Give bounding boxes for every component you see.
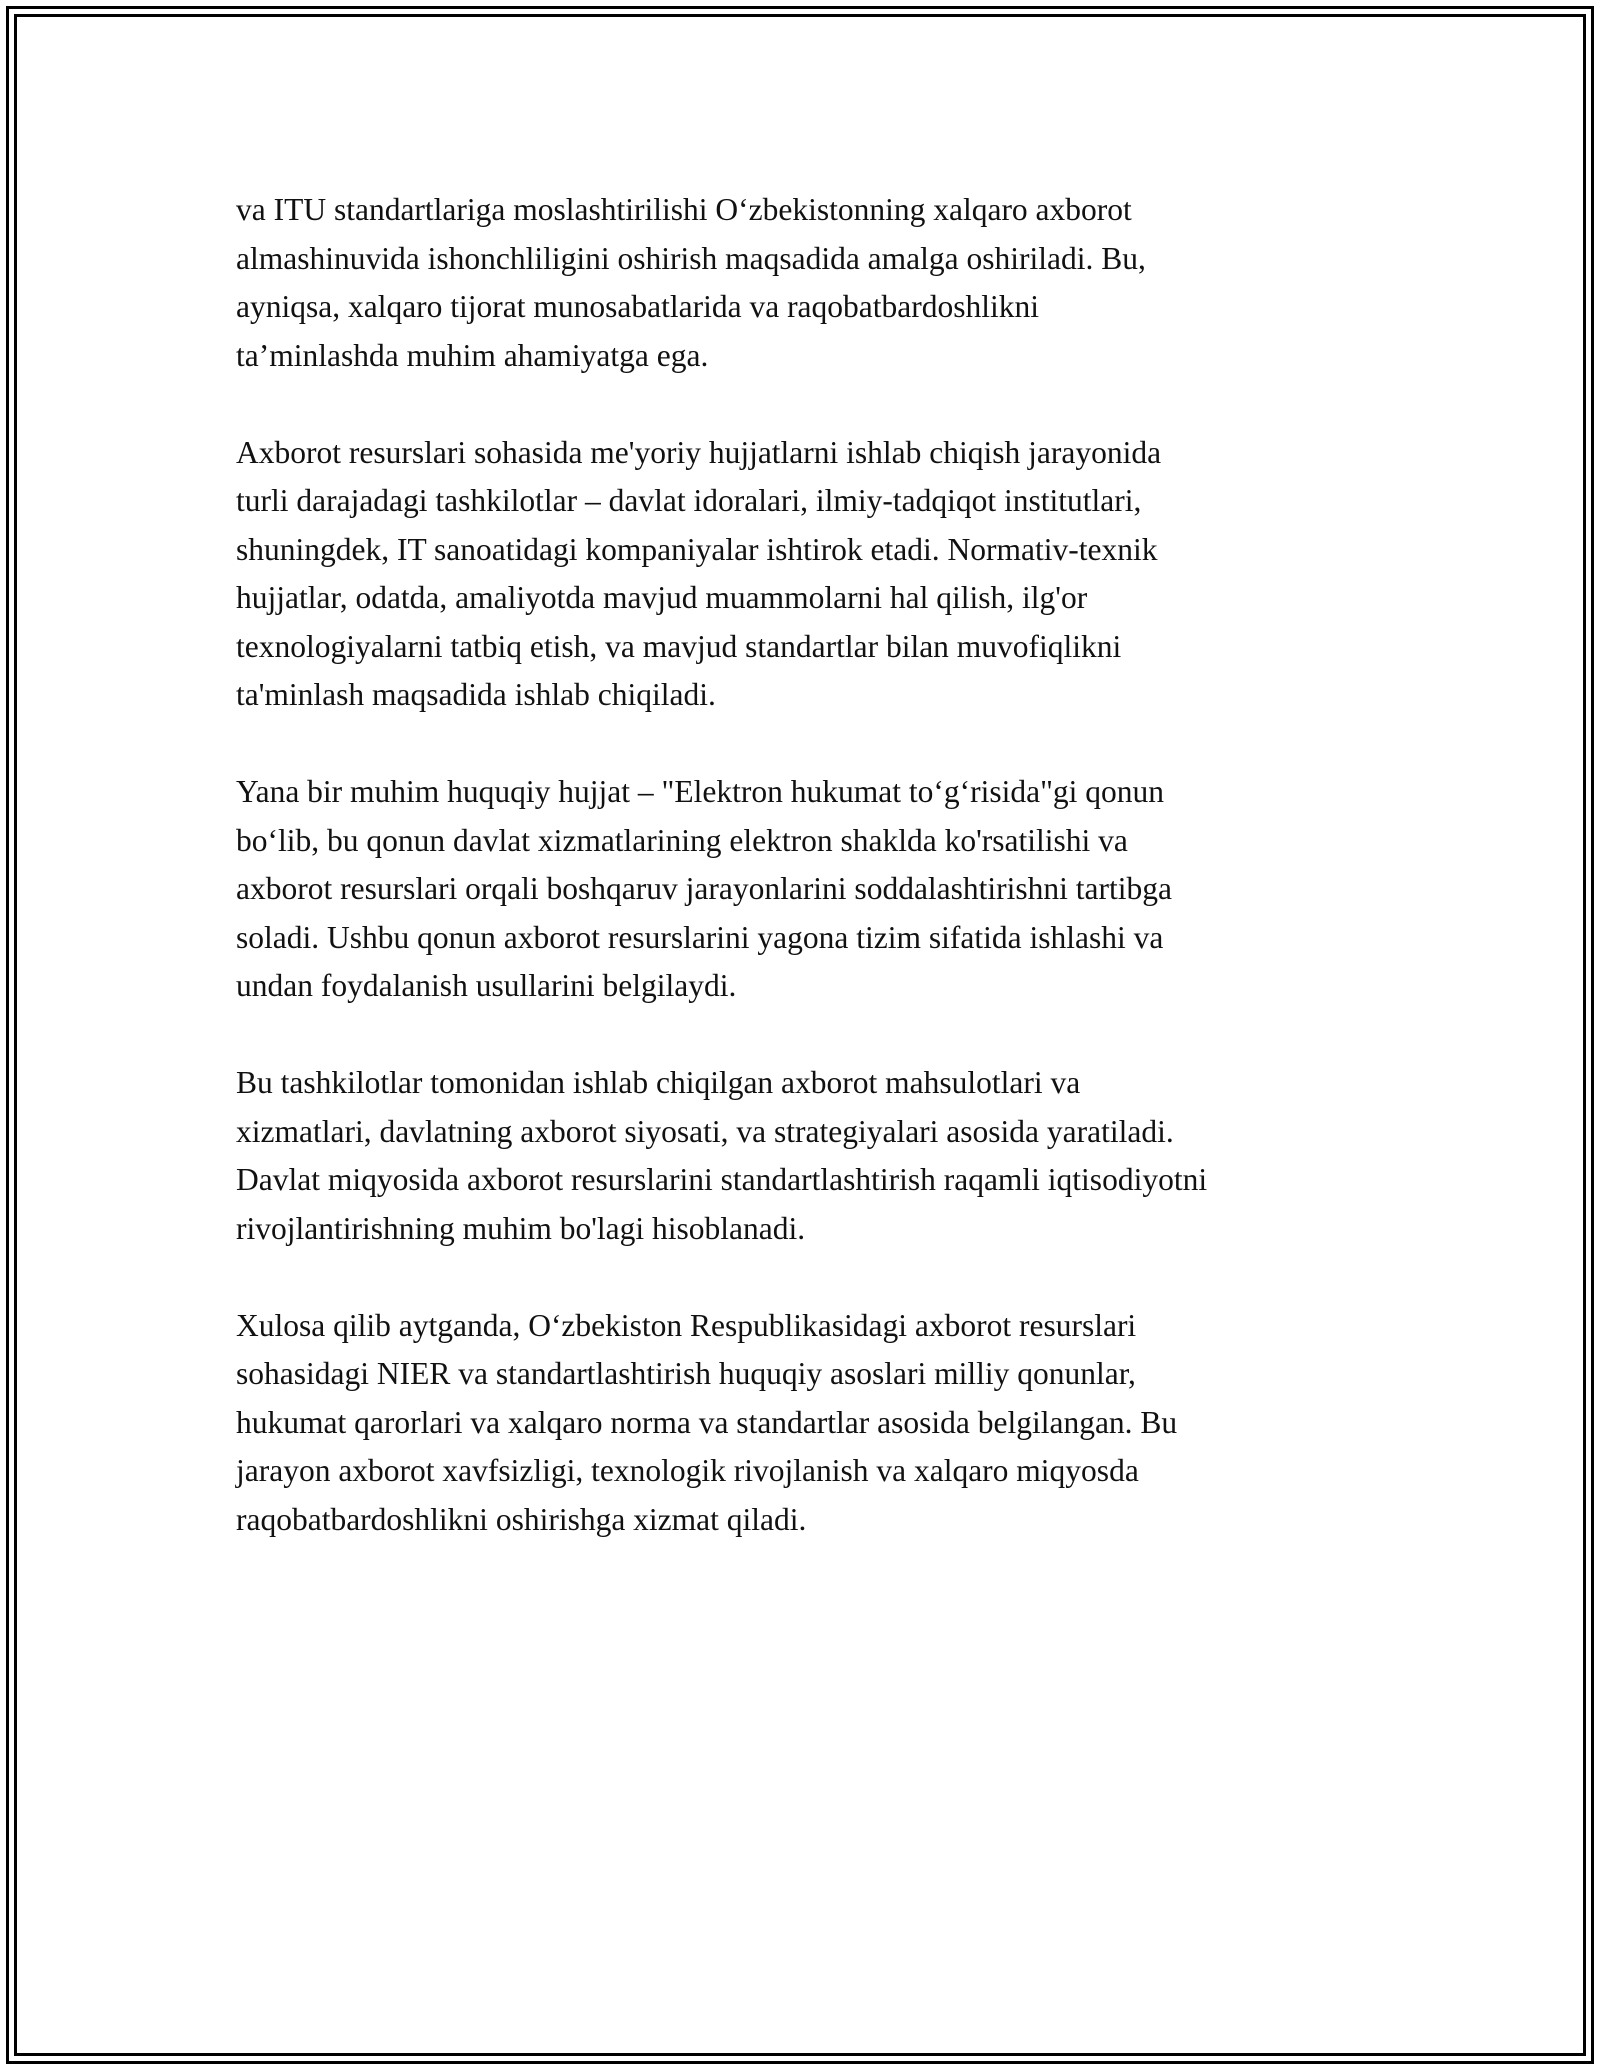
text-line: turli darajadagi tashkilotlar – davlat idoralari, ilmiy-tadqiqot institutlari, [236, 483, 1142, 518]
text-line: soladi. Ushbu qonun axborot resurslarini yagona tizim sifatida ishlashi va [236, 919, 1164, 955]
document-body [236, 186, 1386, 1593]
text-line: Yana bir muhim huquqiy hujjat – "Elektron hukumat to‘g‘risida"gi qonun [236, 774, 1165, 809]
text-line: Davlat miqyosida axborot resurslarini standartlashtirish raqamli iqtisodiyotni [236, 1162, 1208, 1197]
paragraph-e-government-law [236, 768, 1386, 1011]
text-line: axborot resurslari orqali boshqaruv jarayonlarini soddalashtirishni tartibga [236, 871, 1173, 906]
text-line: raqobatbardoshlikni oshirishga xizmat qiladi. [236, 1501, 807, 1537]
text-line: undan foydalanish usullarini belgilaydi. [236, 968, 737, 1003]
text-line: Axborot resurslari sohasida me'yoriy hujjatlarni ishlab chiqish jarayonida [236, 434, 1162, 470]
text-line: Xulosa qilib aytganda, O‘zbekiston Respublikasidagi axborot resurslari [236, 1307, 1137, 1343]
text-line: shuningdek, IT sanoatidagi kompaniyalar ishtirok etadi. Normativ-texnik [236, 531, 1158, 567]
text-line: ta'minlash maqsadida ishlab chiqiladi. [236, 677, 716, 712]
paragraph-information-products [236, 1059, 1386, 1253]
text-line: va ITU standartlariga moslashtirilishi O‘zbekistonning xalqaro axborot [236, 192, 1132, 227]
text-line: texnologiyalarni tatbiq etish, va mavjud standartlar bilan muvofiqlikni [236, 628, 1122, 664]
text-line: hujjatlar, odatda, amaliyotda mavjud muammolarni hal qilish, ilg'or [236, 580, 1088, 615]
text-line: rivojlantirishning muhim bo'lagi hisoblanadi. [236, 1210, 806, 1246]
text-line: hukumat qarorlari va xalqaro norma va standartlar asosida belgilangan. Bu [236, 1404, 1178, 1440]
text-line: bo‘lib, bu qonun davlat xizmatlarining elektron shaklda ko'rsatilishi va [236, 822, 1128, 858]
paragraph-normative-documents [236, 429, 1386, 720]
text-line: ta’minlashda muhim ahamiyatga ega. [236, 337, 709, 373]
text-line: ayniqsa, xalqaro tijorat munosabatlarida va raqobatbardoshlikni [236, 289, 1040, 324]
text-line: almashinuvida ishonchliligini oshirish maqsadida amalga oshiriladi. Bu, [236, 240, 1146, 276]
paragraph-conclusion [236, 1302, 1386, 1545]
text-line: sohasidagi NIER va standartlashtirish huquqiy asoslari milliy qonunlar, [236, 1356, 1136, 1391]
text-line: Bu tashkilotlar tomonidan ishlab chiqilgan axborot mahsulotlari va [236, 1065, 1081, 1100]
text-line: jarayon axborot xavfsizligi, texnologik rivojlanish va xalqaro miqyosda [236, 1453, 1139, 1488]
text-line: xizmatlari, davlatning axborot siyosati, va strategiyalari asosida yaratiladi. [236, 1113, 1174, 1149]
paragraph-itu-standards [236, 186, 1386, 380]
